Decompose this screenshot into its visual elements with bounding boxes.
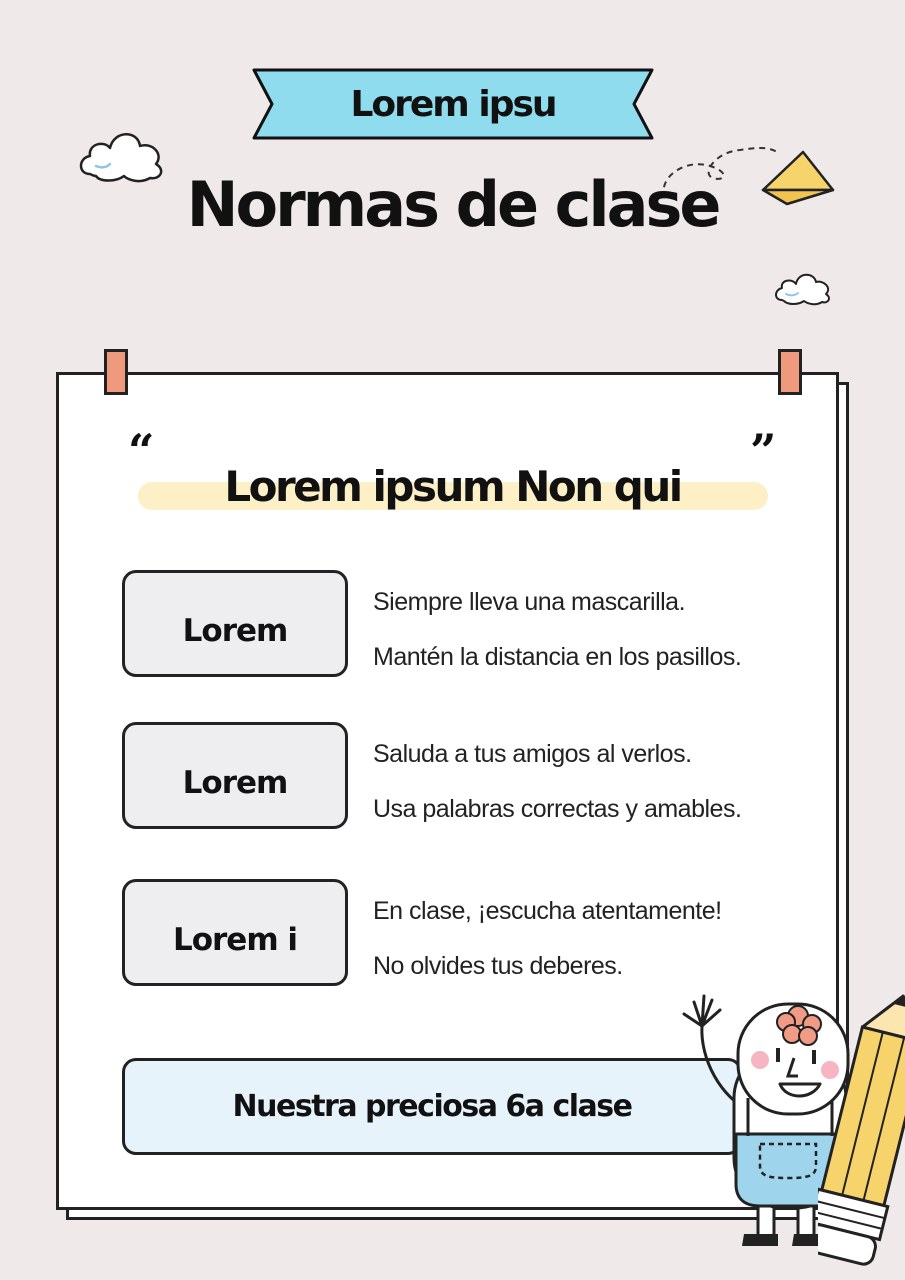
rule-text: En clase, ¡escucha atentamente! [373, 897, 722, 925]
cloud-icon [772, 266, 834, 306]
rule-text: No olvides tus deberes. [373, 952, 623, 980]
rule-label-box: Lorem i [122, 879, 348, 986]
rule-text: Mantén la distancia en los pasillos. [373, 643, 742, 671]
tape-tab-right [778, 349, 802, 395]
tape-tab-left [104, 349, 128, 395]
pencil-icon [818, 990, 905, 1266]
card-subtitle: Lorem ipsum Non qui [224, 462, 681, 511]
close-quote-icon: ” [750, 424, 777, 478]
rule-label-box: Lorem [122, 722, 348, 829]
rule-label-box: Lorem [122, 570, 348, 677]
page-title: Normas de clase [186, 168, 719, 241]
rule-text: Saluda a tus amigos al verlos. [373, 740, 692, 768]
header-ribbon [252, 68, 654, 140]
footer-label: Nuestra preciosa 6a clase [232, 1089, 632, 1124]
ribbon-label: Lorem ipsu [350, 83, 556, 125]
rule-text: Siempre lleva una mascarilla. [373, 588, 686, 616]
open-quote-icon: “ [128, 424, 155, 478]
rule-text: Usa palabras correctas y amables. [373, 795, 742, 823]
